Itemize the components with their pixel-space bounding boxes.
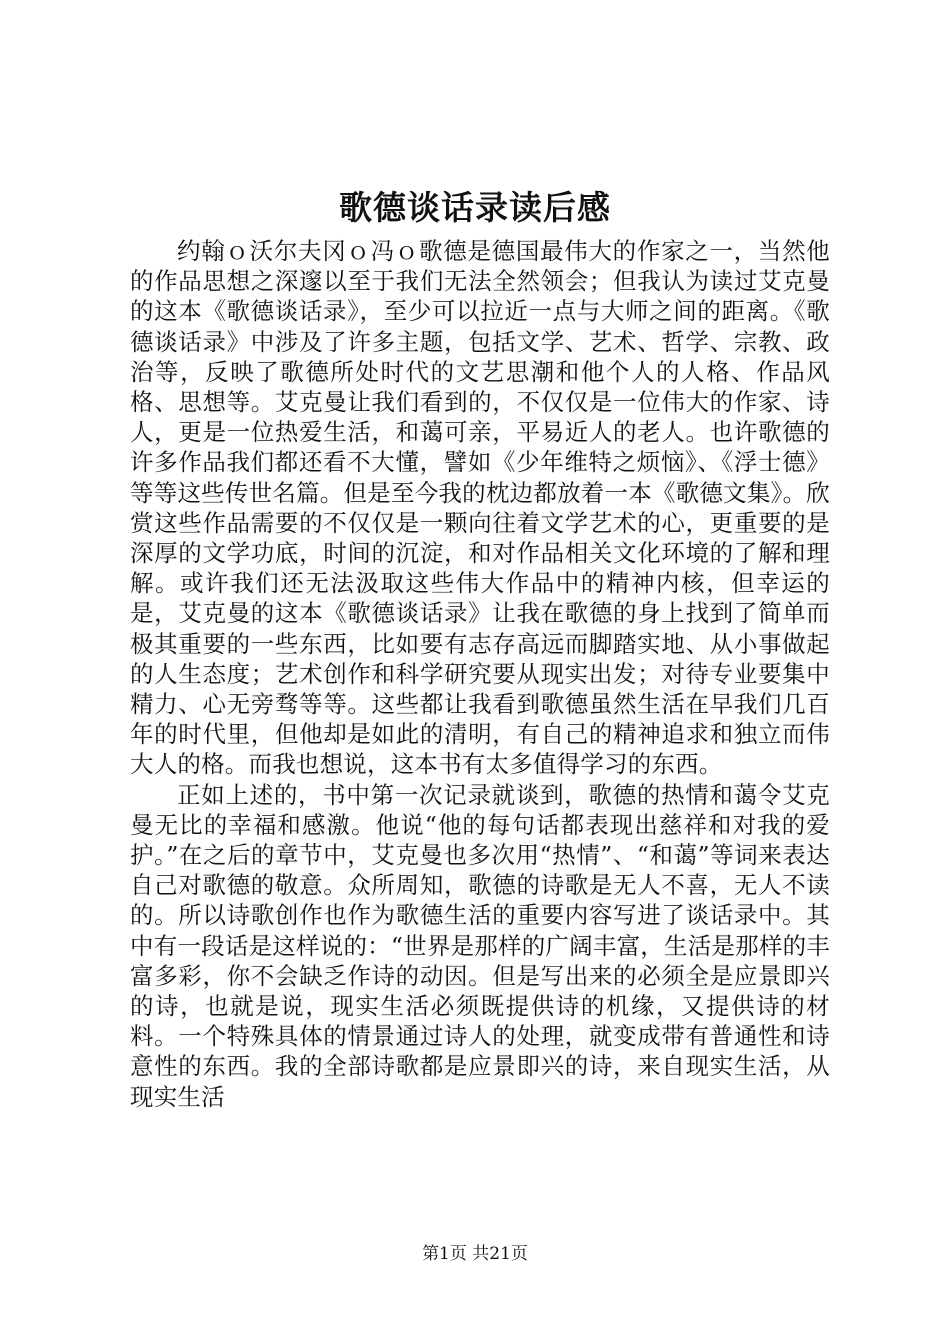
paragraph-1: 约翰ｏ沃尔夫冈ｏ冯ｏ歌德是德国最伟大的作家之一，当然他的作品思想之深邃以至于我们无法全然领会；但我认为读过艾克曼的这本《歌德谈话录》，至少可以拉近一点与大师之间的距离。《歌德谈话录》中涉及了许多主题，包括文学、艺术、哲学、宗教、政治等，反映了歌德所处时代的文艺思潮和他个人的人格、作品风格、思想等。艾克曼让我们看到的，不仅仅是一位伟大的作家、诗人，更是一位热爱生活，和蔼可亲，平易近人的老人。也许歌德的许多作品我们都还看不大懂，譬如《少年维特之烦恼》、《浮士德》等等这些传世名篇。但是至今我的枕边都放着一本《歌德文集》。欣赏这些作品需要的不仅仅是一颗向往着文学艺术的心，更重要的是深厚的文学功底，时间的沉淀，和对作品相关文化环境的了解和理解。或许我们还无法汲取这些伟大作品中的精神内核，但幸运的是，艾克曼的这本《歌德谈话录》让我在歌德的身上找到了简单而极其重要的一些东西，比如要有志存高远而脚踏实地、从小事做起的人生态度；艺术创作和科学研究要从现实出发；对待专业要集中精力、心无旁骛等等。这些都让我看到歌德虽然生活在早我们几百年的时代里，但他却是如此的清明，有自己的精神追求和独立而伟大人的格。而我也想说，这本书有太多值得学习的东西。 — [130, 237, 830, 779]
page-footer: 第1页 共21页 — [422, 1244, 528, 1264]
paragraph-2: 正如上述的，书中第一次记录就谈到，歌德的热情和蔼令艾克曼无比的幸福和感激。他说“他的每句话都表现出慈祥和对我的爱护。”在之后的章节中，艾克曼也多次用“热情”、“和蔼”等词来表达自己对歌德的敬意。众所周知，歌德的诗歌是无人不喜，无人不读的。所以诗歌创作也作为歌德生活的重要内容写进了谈话录中。其中有一段话是这样说的：“世界是那样的广阔丰富，生活是那样的丰富多彩，你不会缺乏作诗的动因。但是写出来的必须全是应景即兴的诗，也就是说，现实生活必须既提供诗的机缘，又提供诗的材料。一个特殊具体的情景通过诗人的处理，就变成带有普通性和诗意性的东西。我的全部诗歌都是应景即兴的诗，来自现实生活，从现实生活 — [130, 780, 830, 1111]
document-title: 歌德谈话录读后感 — [339, 188, 611, 227]
document-body — [130, 236, 830, 1112]
